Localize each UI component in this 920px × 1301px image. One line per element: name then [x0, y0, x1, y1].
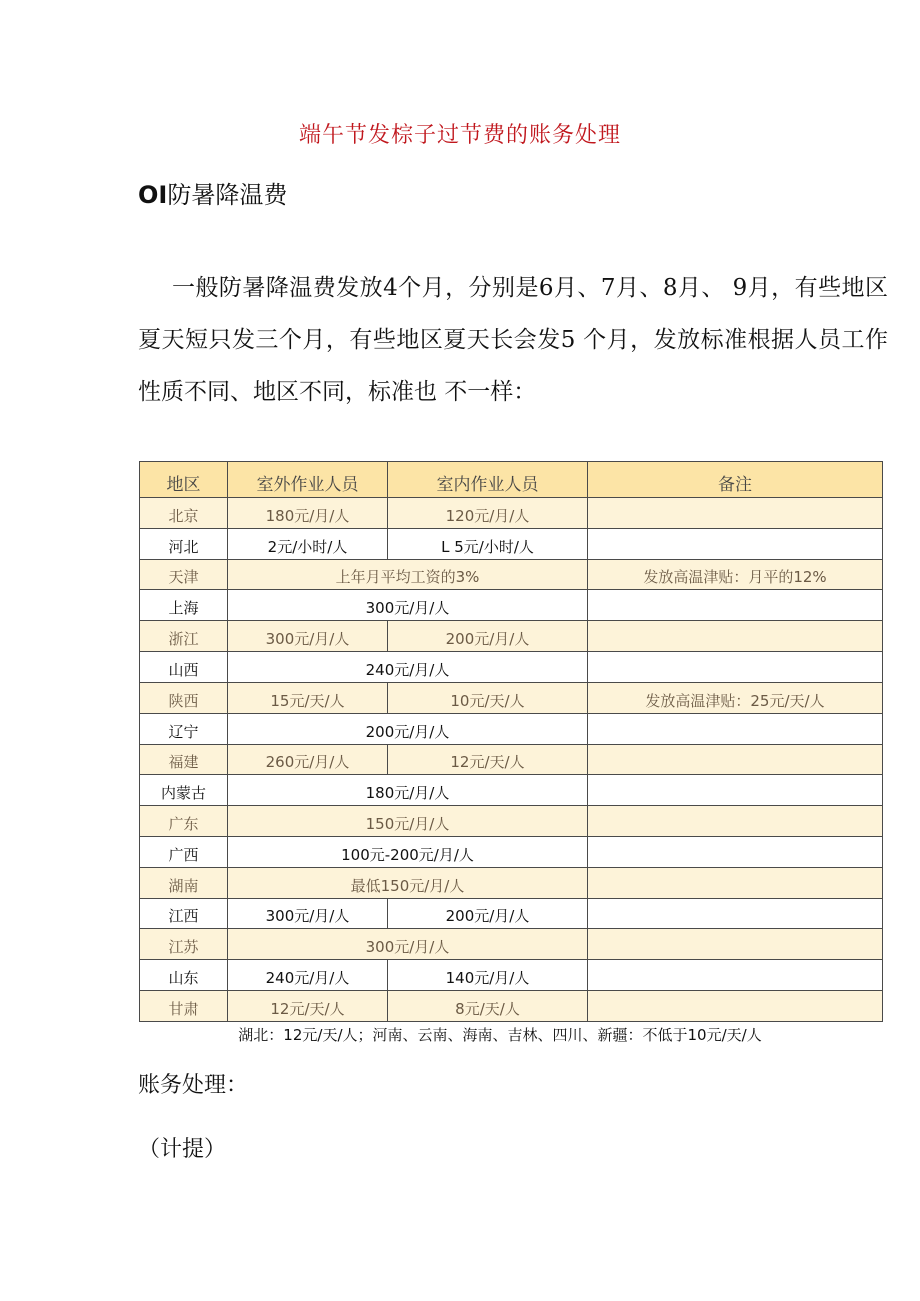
- table-row: [140, 929, 883, 960]
- cell-indoor-rate: 200元/月/人: [388, 621, 588, 652]
- cell-note: [588, 898, 883, 929]
- cell-note: [588, 528, 883, 559]
- table-row: [140, 528, 883, 559]
- cell-combined-rate: 300元/月/人: [228, 590, 588, 621]
- cell-region: 河北: [140, 528, 228, 559]
- table-header-row: [140, 462, 883, 498]
- table-row: [140, 621, 883, 652]
- table-row: [140, 991, 883, 1022]
- cell-outdoor-rate: 12元/天/人: [228, 991, 388, 1022]
- cell-note: 发放高温津贴：月平的12%: [588, 559, 883, 590]
- section-heading: [138, 175, 287, 210]
- table-row: [140, 590, 883, 621]
- cell-region: 山西: [140, 652, 228, 683]
- cell-combined-rate: 150元/月/人: [228, 806, 588, 837]
- cell-combined-rate: 180元/月/人: [228, 775, 588, 806]
- header-outdoor: 室外作业人员: [228, 462, 388, 498]
- section-title: 防暑降温费: [167, 181, 288, 209]
- cell-note: [588, 498, 883, 529]
- cell-region: 天津: [140, 559, 228, 590]
- cell-combined-rate: 100元-200元/月/人: [228, 836, 588, 867]
- cell-indoor-rate: 8元/天/人: [388, 991, 588, 1022]
- cell-region: 甘肃: [140, 991, 228, 1022]
- cell-indoor-rate: L 5元/小时/人: [388, 528, 588, 559]
- table-row: [140, 898, 883, 929]
- cell-outdoor-rate: 180元/月/人: [228, 498, 388, 529]
- cell-region: 浙江: [140, 621, 228, 652]
- section-number: OI: [138, 181, 168, 209]
- cell-combined-rate: 300元/月/人: [228, 929, 588, 960]
- accrual-label: （计提）: [138, 1137, 227, 1162]
- table-footnote: 湖北：12元/天/人；河南、云南、海南、吉林、四川、新疆：不低于10元/天/人: [238, 1026, 762, 1044]
- header-note: 备注: [588, 462, 883, 498]
- cell-outdoor-rate: 300元/月/人: [228, 898, 388, 929]
- cell-indoor-rate: 140元/月/人: [388, 960, 588, 991]
- table-row: [140, 960, 883, 991]
- cell-note: [588, 652, 883, 683]
- accounting-label: 账务处理：: [138, 1073, 249, 1098]
- table-row: [140, 498, 883, 529]
- cell-note: [588, 590, 883, 621]
- cell-outdoor-rate: 15元/天/人: [228, 682, 388, 713]
- cell-indoor-rate: 120元/月/人: [388, 498, 588, 529]
- cell-note: [588, 621, 883, 652]
- cell-region: 内蒙古: [140, 775, 228, 806]
- cell-region: 北京: [140, 498, 228, 529]
- cell-region: 福建: [140, 744, 228, 775]
- cell-note: [588, 713, 883, 744]
- cell-combined-rate: 上年月平均工资的3%: [228, 559, 588, 590]
- document-title: 端午节发棕子过节费的账务处理: [298, 123, 621, 148]
- cell-region: 广东: [140, 806, 228, 837]
- cell-combined-rate: 200元/月/人: [228, 713, 588, 744]
- cell-note: [588, 836, 883, 867]
- cell-note: [588, 991, 883, 1022]
- cell-outdoor-rate: 300元/月/人: [228, 621, 388, 652]
- table-row: [140, 867, 883, 898]
- cell-region: 江西: [140, 898, 228, 929]
- cell-note: [588, 806, 883, 837]
- cell-outdoor-rate: 240元/月/人: [228, 960, 388, 991]
- cell-indoor-rate: 12元/天/人: [388, 744, 588, 775]
- header-region: 地区: [140, 462, 228, 498]
- table-row: [140, 775, 883, 806]
- cooling-allowance-table: [139, 461, 883, 1022]
- table-row: [140, 713, 883, 744]
- cell-note: 发放高温津贴：25元/天/人: [588, 682, 883, 713]
- cell-note: [588, 929, 883, 960]
- cell-note: [588, 960, 883, 991]
- table-row: [140, 559, 883, 590]
- cell-region: 湖南: [140, 867, 228, 898]
- cell-region: 辽宁: [140, 713, 228, 744]
- cell-indoor-rate: 10元/天/人: [388, 682, 588, 713]
- cell-note: [588, 867, 883, 898]
- cell-note: [588, 744, 883, 775]
- cell-combined-rate: 最低150元/月/人: [228, 867, 588, 898]
- cell-note: [588, 775, 883, 806]
- header-indoor: 室内作业人员: [388, 462, 588, 498]
- table-row: [140, 806, 883, 837]
- cell-indoor-rate: 200元/月/人: [388, 898, 588, 929]
- cell-region: 陕西: [140, 682, 228, 713]
- cell-region: 江苏: [140, 929, 228, 960]
- intro-paragraph: 一般防暑降温费发放4个月，分别是6月、7月、8月、 9月，有些地区夏天短只发三个月，有些地区夏天长会发5 个月，发放标准根据人员工作性质不同、地区不同，标准也 不一样：: [138, 275, 888, 405]
- cell-region: 上海: [140, 590, 228, 621]
- cell-outdoor-rate: 2元/小时/人: [228, 528, 388, 559]
- cell-region: 山东: [140, 960, 228, 991]
- table-row: [140, 744, 883, 775]
- table-row: [140, 682, 883, 713]
- table-row: [140, 836, 883, 867]
- table-body: [140, 498, 883, 1022]
- cell-combined-rate: 240元/月/人: [228, 652, 588, 683]
- table-row: [140, 652, 883, 683]
- cell-outdoor-rate: 260元/月/人: [228, 744, 388, 775]
- cell-region: 广西: [140, 836, 228, 867]
